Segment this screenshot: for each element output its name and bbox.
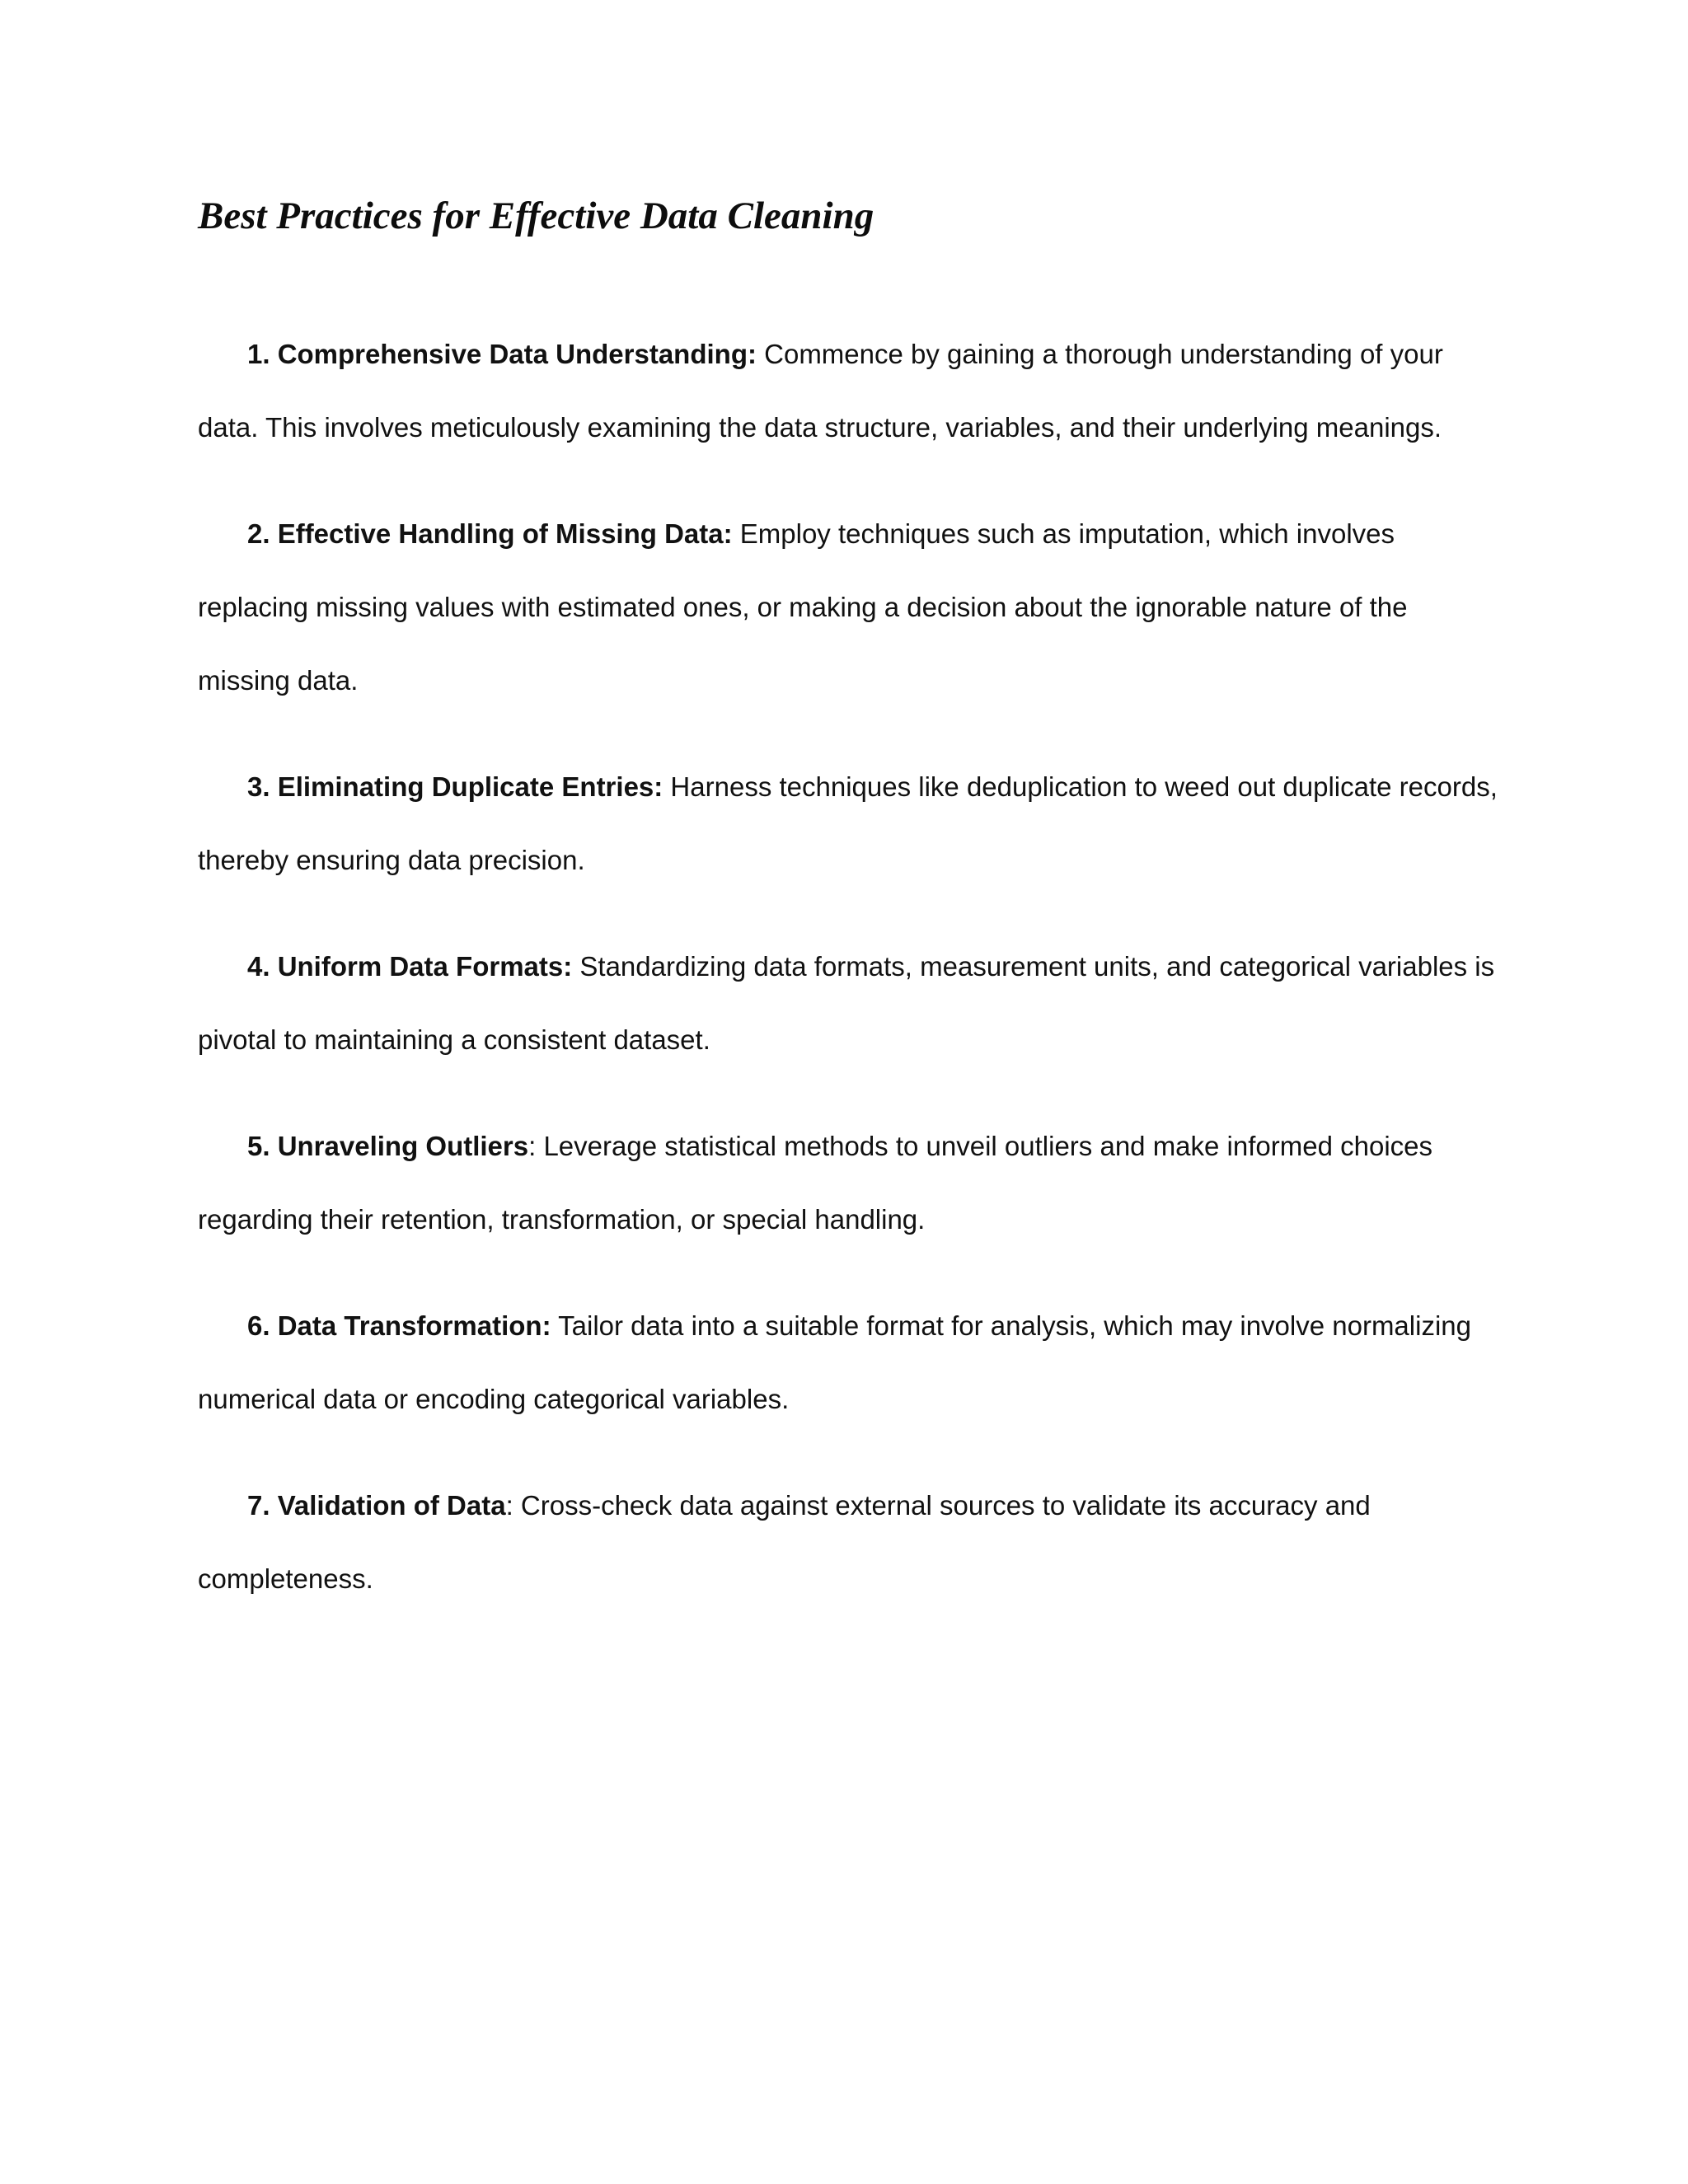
practice-heading: 1. Comprehensive Data Understanding: (247, 339, 757, 369)
practice-item (198, 1109, 1500, 1256)
practice-item (198, 930, 1500, 1076)
practice-heading: 6. Data Transformation: (247, 1310, 551, 1341)
practice-heading: 5. Unraveling Outliers (247, 1131, 529, 1161)
practice-heading: 7. Validation of Data (247, 1490, 506, 1521)
practice-item (198, 497, 1500, 717)
practice-heading: 4. Uniform Data Formats: (247, 951, 573, 982)
practice-item (198, 317, 1500, 464)
practice-body: Employ techniques such as imputation, which involves replacing missing values with estimated ones, or making a decision about the ignorable nature of the missing data. (198, 518, 1408, 696)
practice-body: Harness techniques like deduplication to weed out duplicate records, thereby ensuring data precision. (198, 771, 1498, 875)
document-title: Best Practices for Effective Data Cleaning (198, 194, 874, 237)
practice-body: Tailor data into a suitable format for analysis, which may involve normalizing numerical data or encoding categorical variables. (198, 1310, 1471, 1414)
practice-item (198, 1469, 1500, 1615)
practice-heading: 3. Eliminating Duplicate Entries: (247, 771, 663, 802)
practice-body: Leverage statistical methods to unveil outliers and make informed choices regarding their retention, transformation, or special handling. (198, 1131, 1433, 1235)
practice-body: Cross-check data against external sources to validate its accuracy and completeness. (198, 1490, 1371, 1594)
practice-body: Commence by gaining a thorough understanding of your data. This involves meticulously examining the data structure, variables, and their underlying meanings. (198, 339, 1443, 443)
practice-item (198, 750, 1500, 897)
practice-body: Standardizing data formats, measurement units, and categorical variables is pivotal to maintaining a consistent dataset. (198, 951, 1495, 1055)
practice-list (198, 317, 1500, 1615)
practice-heading: 2. Effective Handling of Missing Data: (247, 518, 733, 549)
practice-separator: : (528, 1131, 537, 1161)
practice-item (198, 1289, 1500, 1436)
practice-separator: : (505, 1490, 513, 1521)
